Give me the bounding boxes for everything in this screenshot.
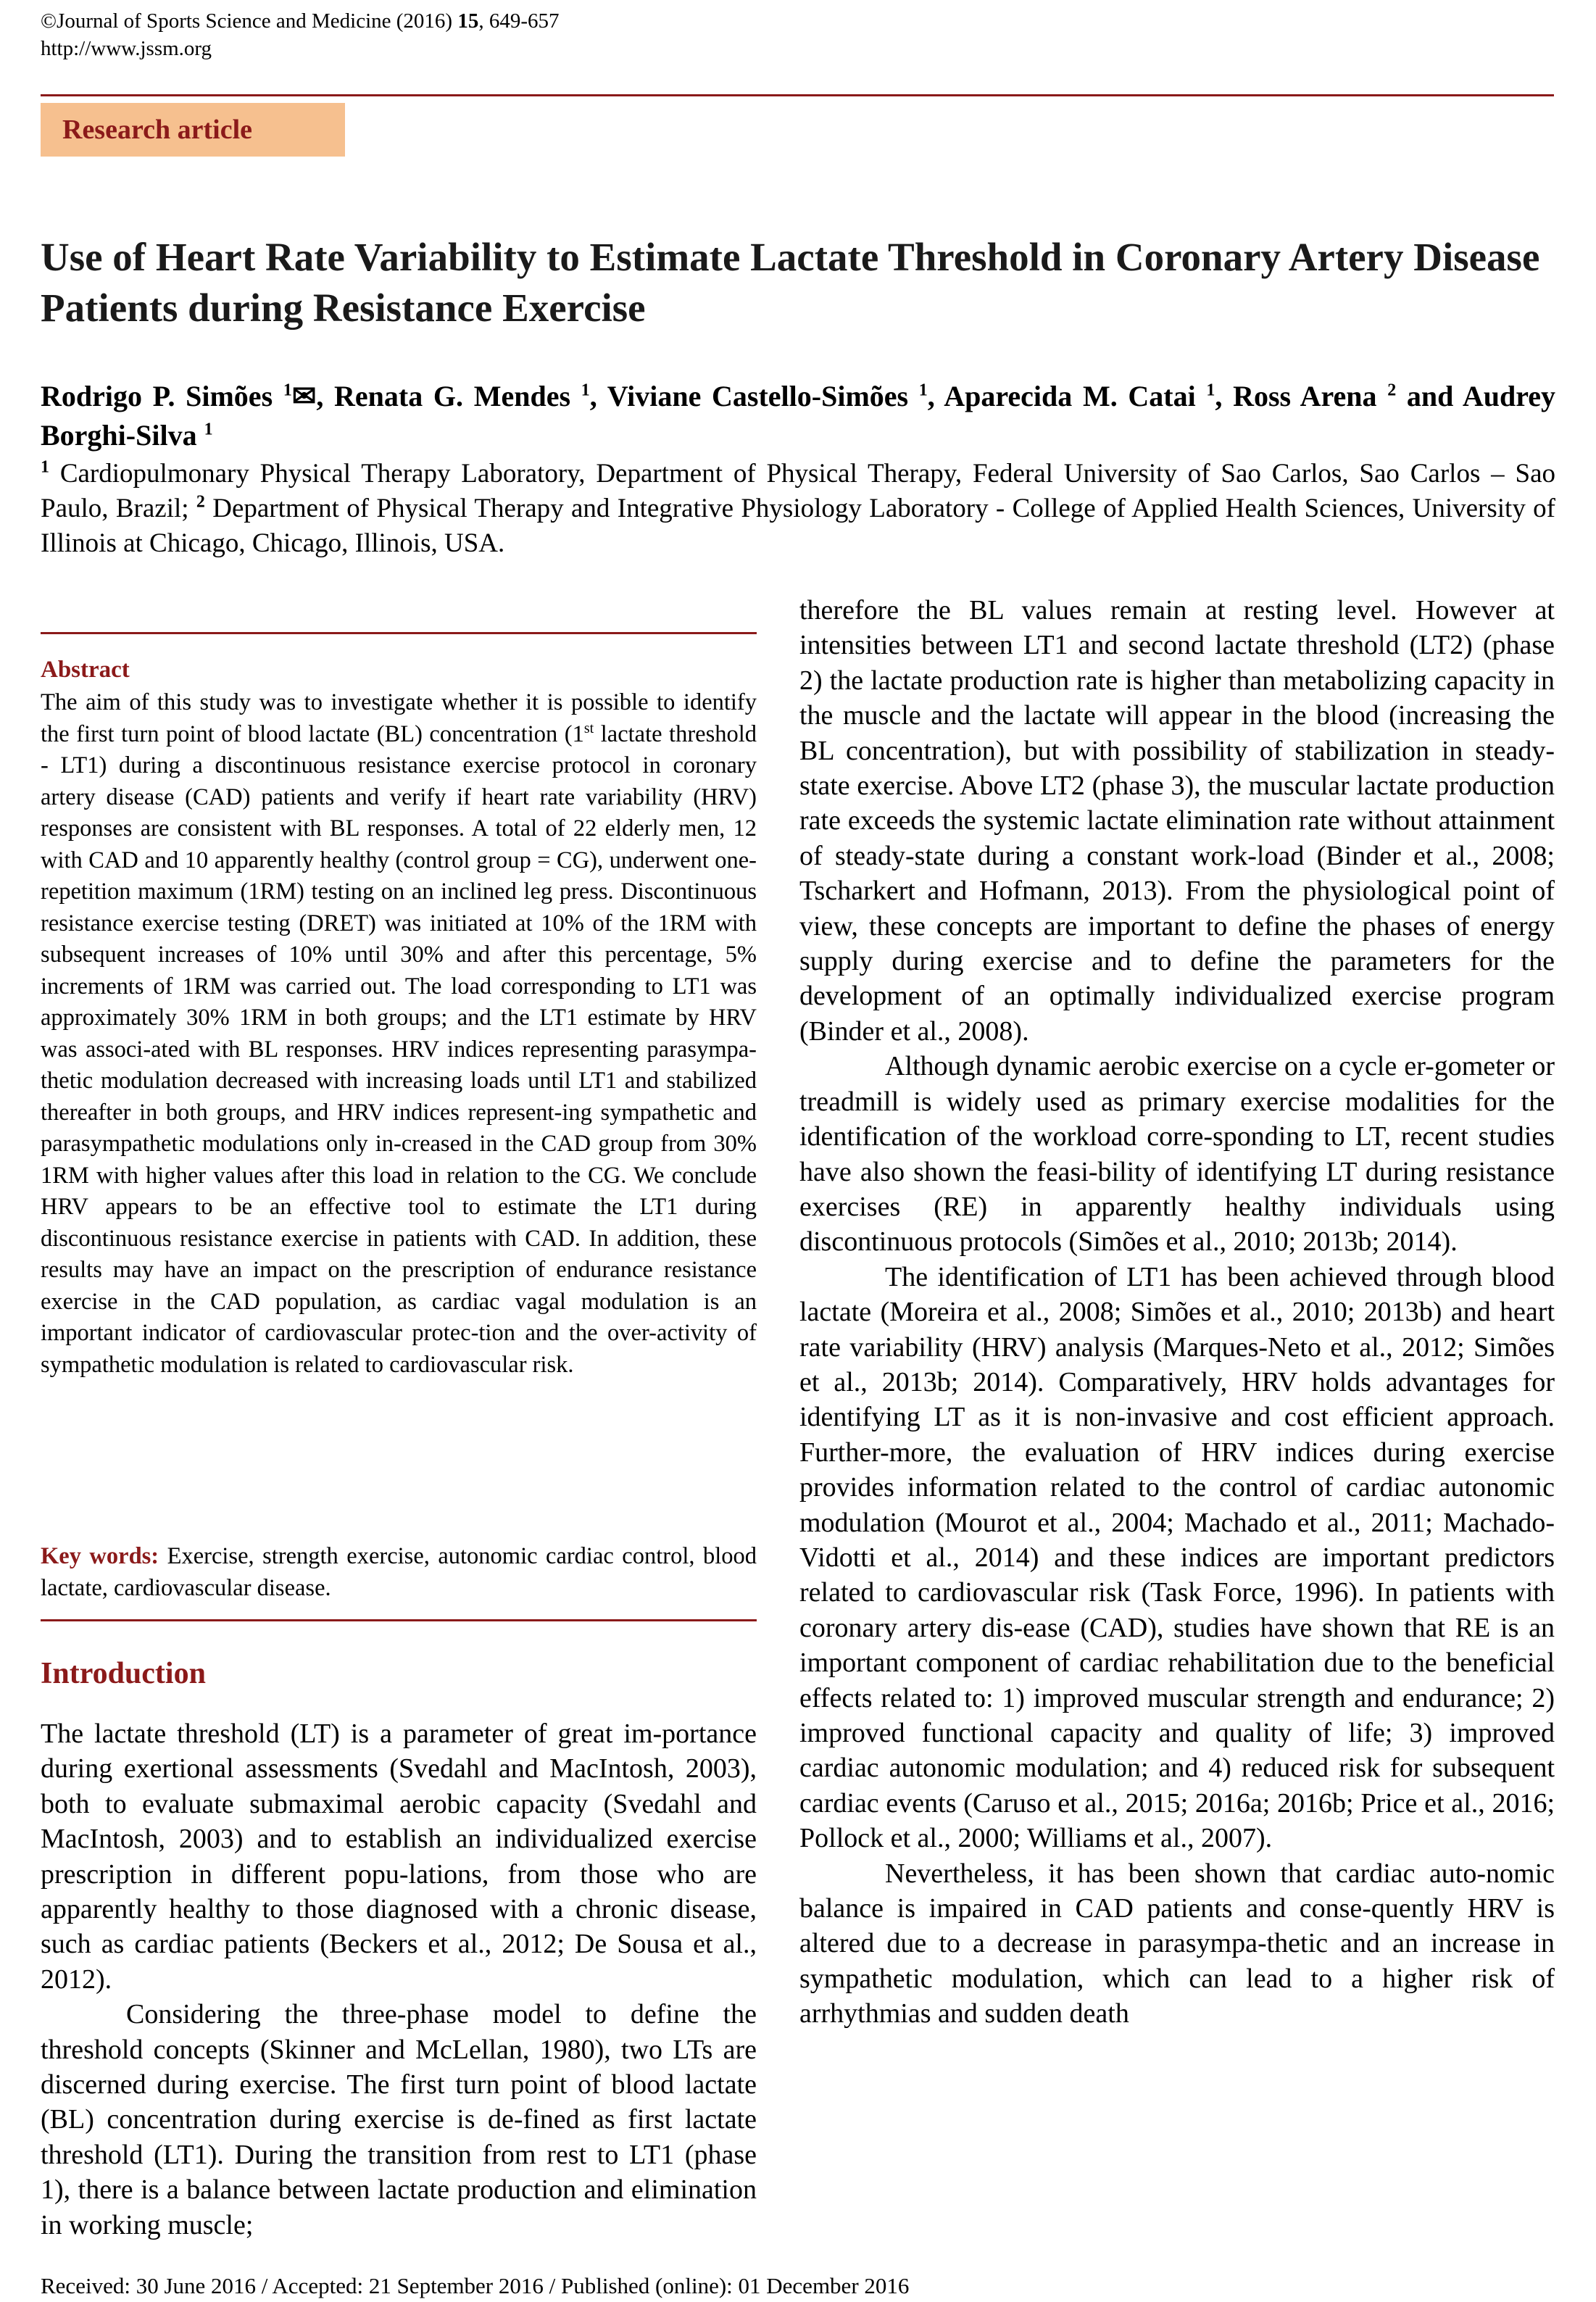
article-title: Use of Heart Rate Variability to Estimate Lactate Threshold in Coronary Artery Disease Patients during Resistance Exercise bbox=[41, 235, 1540, 330]
left-column-body bbox=[41, 1716, 757, 2243]
publication-dates: Received: 30 June 2016 / Accepted: 21 September 2016 / Published (online): 01 December 2016 bbox=[41, 2273, 910, 2298]
abstract-text: The aim of this study was to investigate whether it is possible to identify the first turn point of blood lactate (BL) concentration (1st lactate threshold - LT1) during a discontinuous resistance exercise protocol in coronary artery disease (CAD) patients and verify if heart rate variability (HRV) responses are consistent with BL responses. A total of 22 elderly men, 12 with CAD and 10 apparently healthy (control group = CG), underwent one-repetition maximum (1RM) testing on an inclined leg press. Discontinuous resistance exercise testing (DRET) was initiated at 10% of the 1RM with subsequent increases of 10% until 30% and after this percentage, 5% increments of 1RM was carried out. The load corresponding to LT1 was approximately 30% 1RM in both groups; and the LT1 estimate by HRV was associ-ated with BL responses. HRV indices representing parasympa-thetic modulation decreased with increasing loads until LT1 and stabilized thereafter in both groups, and HRV indices represent-ing sympathetic and parasympathetic modulations only in-creased in the CAD group from 30% 1RM with higher values after this load in relation to the CG. We conclude HRV appears to be an effective tool to estimate the LT1 during discontinuous resistance exercise in patients with CAD. In addition, these results may have an impact on the prescription of endurance resistance exercise in the CAD population, as cardiac vagal modulation is an important indicator of cardiovascular protec-tion and the over-activity of sympathetic modulation is related to cardiovascular risk. bbox=[41, 689, 757, 1378]
journal-url[interactable]: http://www.jssm.org bbox=[41, 37, 212, 60]
paragraph: Considering the three-phase model to define the threshold concepts (Skinner and McLellan, 1980), two LTs are discerned during exercise. The first turn point of blood lactate (BL) concentration during exercise is de-fined as first lactate threshold (LT1). During the transition from rest to LT1 (phase 1), there is a balance between lactate production and elimination in working muscle; bbox=[41, 1999, 757, 2240]
journal-citation: ©Journal of Sports Science and Medicine (2016) 15, 649-657 bbox=[41, 9, 560, 33]
affiliations: $^1$ Cardiopulmonary Physical Therapy Laboratory, Department of Physical Therapy, Federal University of Sao Carlos, Sao Carlos – Sao Paulo, Brazil; $^2$ Department of Physical Therapy and Integrative Physiology Laboratory - College of Applied Health Sciences, University of Illinois at Chicago, Chicago, Illinois, USA. bbox=[41, 457, 1555, 558]
paragraph: therefore the BL values remain at resting level. However at intensities between LT1 and second lactate threshold (LT2) (phase 2) the lactate production rate is higher than metabolizing capacity in the muscle and the lactate will appear in the blood (increasing the BL concentration), but with possibility of stabilization in steady-state exercise. Above LT2 (phase 3), the muscular lactate production rate exceeds the systemic lactate elimination rate without attainment of steady-state during a constant work-load (Binder et al., 2008; Tscharkert and Hofmann, 2013). From the physiological point of view, these concepts are important to define the phases of energy supply during exercise and to define the parameters for the development of an optimally individualized exercise program (Binder et al., 2008). bbox=[799, 595, 1555, 1047]
article-type-badge: Research article bbox=[41, 103, 345, 157]
paragraph: Nevertheless, it has been shown that cardiac auto-nomic balance is impaired in CAD patients and conse-quently HRV is altered due to a decrease in parasympa-thetic and an increase in sympathetic modulation, which can lead to a higher risk of arrhythmias and sudden death bbox=[799, 1858, 1555, 2029]
introduction-heading: Introduction bbox=[41, 1657, 206, 1690]
abstract-top-rule bbox=[41, 632, 757, 634]
journal-volume: 15 bbox=[457, 9, 479, 33]
paragraph: The lactate threshold (LT) is a parameter of great im-portance during exertional assessments (Svedahl and MacIntosh, 2003), both to evaluate submaximal aerobic capacity (Svedahl and MacIntosh, 2003) and to establish an individualized exercise prescription in different popu-lations, from those who are apparently healthy to those diagnosed with a chronic disease, such as cardiac patients (Beckers et al., 2012; De Sousa et al., 2012). bbox=[41, 1719, 757, 1995]
abstract-heading: Abstract bbox=[41, 657, 130, 683]
right-column-body bbox=[799, 593, 1555, 2032]
keywords-bottom-rule bbox=[41, 1619, 757, 1621]
paragraph: The identification of LT1 has been achieved through blood lactate (Moreira et al., 2008; Simões et al., 2010; 2013b) and heart rate variability (HRV) analysis (Marques-Neto et al., 2012; Simões et al., 2013b; 2014). Comparatively, HRV holds advantages for identifying LT as it is non-invasive and cost efficient approach. Further-more, the evaluation of HRV indices during exercise provides information related to the control of cardiac autonomic modulation (Mourot et al., 2004; Machado et al., 2011; Machado-Vidotti et al., 2014) and these indices are important predictors related to cardiovascular risk (Task Force, 1996). In patients with coronary artery dis-ease (CAD), studies have shown that RE is an important component of cardiac rehabilitation due to the beneficial effects related to: 1) improved muscular strength and endurance; 2) improved functional capacity and quality of life; 3) improved cardiac autonomic modulation; and 4) reduced risk for subsequent cardiac events (Caruso et al., 2015; 2016a; 2016b; Price et al., 2016; Pollock et al., 2000; Williams et al., 2007). bbox=[799, 1261, 1555, 1854]
mail-icon[interactable]: ✉ bbox=[291, 380, 317, 412]
header-rule bbox=[41, 94, 1554, 96]
keywords: Key words: Exercise, strength exercise, autonomic cardiac control, blood lactate, cardiovascular disease. bbox=[41, 1543, 757, 1601]
paragraph: Although dynamic aerobic exercise on a cycle er-gometer or treadmill is widely used as primary exercise modalities for the identification of the workload corre-sponding to LT, recent studies have also shown the feasi-bility of identifying LT during resistance exercises (RE) in apparently healthy individuals using discontinuous protocols (Simões et al., 2010; 2013b; 2014). bbox=[799, 1051, 1555, 1258]
keywords-label: Key words: bbox=[41, 1543, 159, 1569]
journal-header bbox=[41, 7, 560, 62]
author-list: Rodrigo P. Simões $^1$✉, Renata G. Mendes $^1$, Viviane Castello-Simões $^1$, Aparecida M. Catai $^1$, Ross Arena $^2$ and Audrey Borghi-Silva $^1$ bbox=[41, 380, 1556, 452]
